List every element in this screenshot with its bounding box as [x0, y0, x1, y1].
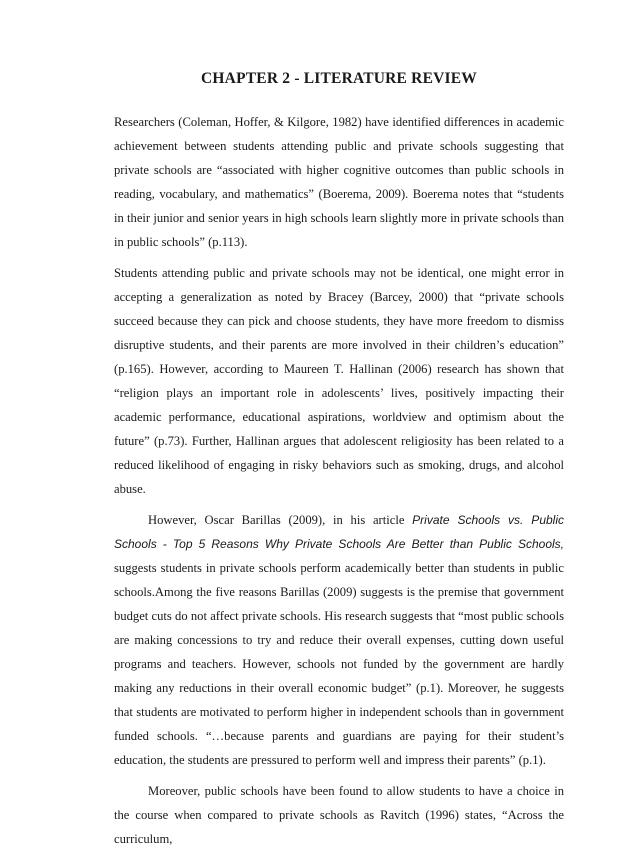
article-title: Private Schools vs. Public Schools - Top 5 Reasons Why Private Schools Are Better than Public Schools, [114, 512, 564, 551]
paragraph-4: Moreover, public schools have been found to allow students to have a choice in the course when compared to private schools as Ravitch (1996) states, “Across the curriculum, [114, 783, 564, 846]
paragraph-2: Students attending public and private schools may not be identical, one might error in accepting a generalization as noted by Bracey (Barcey, 2000) that “private schools succeed because they can pick and choose students, they have more freedom to dismiss disruptive students, and their parents are more involved in their children’s education” (p.165). However, according to Maureen T. Hallinan (2006) research has shown that “religion plays an important role in adolescents’ lives, positively impacting their academic performance, educational aspirations, worldview and optimism about the future” (p.73). Further, Hallinan argues that adolescent religiosity has been related to a reduced likelihood of engaging in risky behaviors such as smoking, drugs, and alcohol abuse. [114, 265, 564, 497]
chapter-title: CHAPTER 2 - LITERATURE REVIEW [201, 70, 477, 87]
document-page [114, 70, 564, 857]
paragraph-1: Researchers (Coleman, Hoffer, & Kilgore, 1982) have identified differences in academic achievement between students attending public and private schools suggesting that private schools are “associated with higher cognitive outcomes than public schools in reading, vocabulary, and mathematics” (Boerema, 2009). Boerema notes that “students in their junior and senior years in high schools learn slightly more in private schools than in public schools” (p.113). [114, 115, 564, 250]
paragraph-3-intro: However, Oscar Barillas (2009), in his article [148, 512, 413, 527]
paragraph-3 [114, 508, 564, 773]
paragraph-3-body: suggests students in private schools perform academically better than students in public schools.Among the five reasons Barillas (2009) suggests is the premise that government budget cuts do not affect private schools. His research suggests that “most public schools are making concessions to try and reduce their overall expenses, cutting down useful programs and teachers. However, schools not funded by the government are hardly making any reductions in their overall economic budget” (p.1). Moreover, he suggests that students are motivated to perform higher in independent schools than in government funded schools. “…because parents and guardians are paying for their student’s education, the students are pressured to perform well and impress their parents” (p.1). [114, 560, 564, 768]
